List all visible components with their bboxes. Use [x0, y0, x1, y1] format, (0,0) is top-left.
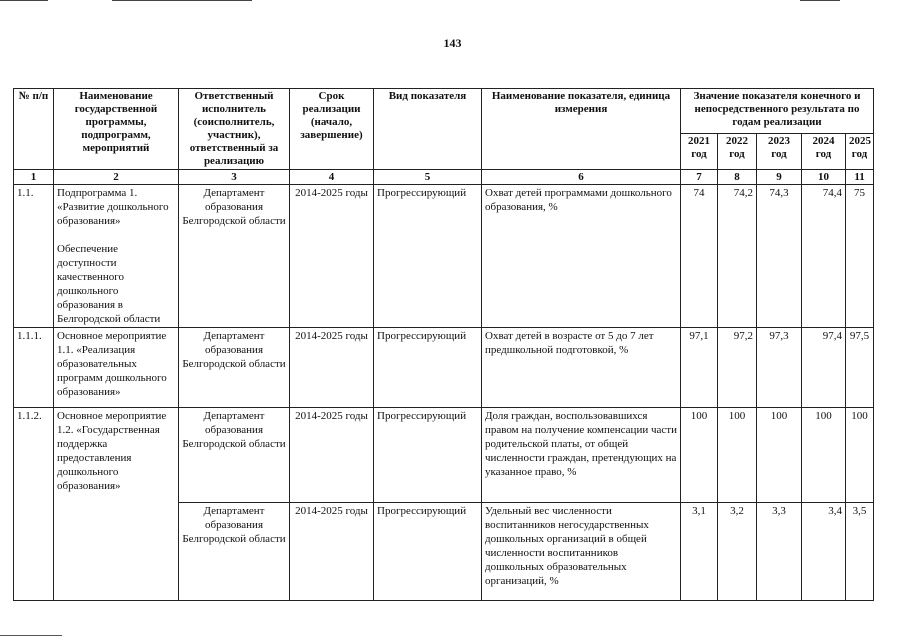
executor: Департамент образования Белгородской области — [179, 328, 290, 408]
table-row — [14, 328, 874, 408]
indicator-name: Охват детей программами дошкольного образования, % — [482, 185, 681, 328]
header-num: № п/п — [14, 89, 54, 170]
year-unit: год — [729, 148, 745, 161]
column-number: 1 — [14, 170, 54, 185]
header-year-2021 — [681, 134, 718, 170]
indicator-type: Прогрессирующий — [374, 408, 482, 503]
column-number: 4 — [290, 170, 374, 185]
column-number: 5 — [374, 170, 482, 185]
year-unit: год — [815, 148, 832, 161]
header-values: Значение показателя конечного и непосредственного результата по годам реализации — [681, 89, 874, 134]
executor: Департамент образования Белгородской области — [179, 408, 290, 503]
value-2023: 100 — [757, 408, 802, 503]
executor: Департамент образования Белгородской области — [179, 185, 290, 328]
column-number: 9 — [757, 170, 802, 185]
value-2024: 3,4 — [802, 503, 846, 601]
row-number: 1.1.1. — [14, 328, 54, 408]
column-number: 3 — [179, 170, 290, 185]
value-2022: 74,2 — [718, 185, 757, 328]
value-2025: 3,5 — [846, 503, 874, 601]
header-indicator: Наименование показателя, единица измерения — [482, 89, 681, 170]
value-2022: 97,2 — [718, 328, 757, 408]
term: 2014-2025 годы — [290, 408, 374, 503]
value-2025: 100 — [846, 408, 874, 503]
column-number: 10 — [802, 170, 846, 185]
bottom-rule — [0, 635, 62, 636]
row-number: 1.1.2. — [14, 408, 54, 601]
indicator-name: Удельный вес численности воспитанников негосударственных дошкольных организаций в общей численности воспитанников дошкольных образовательных организаций, % — [482, 503, 681, 601]
value-2024: 97,4 — [802, 328, 846, 408]
indicator-type: Прогрессирующий — [374, 185, 482, 328]
value-2023: 3,3 — [757, 503, 802, 601]
value-2023: 74,3 — [757, 185, 802, 328]
value-2021: 3,1 — [681, 503, 718, 601]
table-row — [14, 408, 874, 503]
column-number: 2 — [54, 170, 179, 185]
column-number: 6 — [482, 170, 681, 185]
program-goal: Обеспечение доступности качественного дошкольного образования в Белгородской области — [57, 243, 161, 325]
header-name: Наименование государственной программы, подпрограмм, мероприятий — [54, 89, 179, 170]
year-label: 2025 — [849, 135, 871, 148]
header-executor: Ответственный исполнитель (соисполнитель, участник), ответственный за реализацию — [179, 89, 290, 170]
value-2023: 97,3 — [757, 328, 802, 408]
header-type: Вид показателя — [374, 89, 482, 170]
year-unit: год — [851, 148, 868, 161]
header-year-2022 — [718, 134, 757, 170]
header-year-2023 — [757, 134, 802, 170]
column-numbers-row — [14, 170, 874, 185]
year-label: 2022 — [726, 135, 748, 148]
term: 2014-2025 годы — [290, 503, 374, 601]
header-year-2025 — [846, 134, 874, 170]
column-number: 7 — [681, 170, 718, 185]
header-year-2024 — [802, 134, 846, 170]
year-unit: год — [691, 148, 707, 161]
table-row — [14, 185, 874, 328]
year-label: 2024 — [812, 135, 835, 148]
row-number: 1.1. — [14, 185, 54, 328]
year-unit: год — [771, 148, 787, 161]
indicator-name: Охват детей в возрасте от 5 до 7 лет предшкольной подготовкой, % — [482, 328, 681, 408]
value-2021: 97,1 — [681, 328, 718, 408]
value-2024: 74,4 — [802, 185, 846, 328]
value-2021: 74 — [681, 185, 718, 328]
page-number: 143 — [443, 36, 462, 50]
indicator-type: Прогрессирующий — [374, 503, 482, 601]
executor: Департамент образования Белгородской области — [179, 503, 290, 601]
program-name-cell — [54, 185, 179, 328]
value-2025: 97,5 — [846, 328, 874, 408]
value-2025: 75 — [846, 185, 874, 328]
year-label: 2021 — [688, 135, 710, 148]
top-rule-right — [800, 0, 840, 1]
value-2021: 100 — [681, 408, 718, 503]
program-name: Подпрограмма 1. «Развитие дошкольного образования» — [57, 187, 169, 227]
term: 2014-2025 годы — [290, 328, 374, 408]
year-label: 2023 — [768, 135, 790, 148]
value-2024: 100 — [802, 408, 846, 503]
indicator-name: Доля граждан, воспользовавшихся правом на получение компенсации части родительской платы, от общей численности граждан, претендующих на указанное право, % — [482, 408, 681, 503]
top-rule-left — [0, 0, 48, 1]
column-number: 8 — [718, 170, 757, 185]
value-2022: 100 — [718, 408, 757, 503]
term: 2014-2025 годы — [290, 185, 374, 328]
top-rule-center — [112, 0, 252, 1]
value-2022: 3,2 — [718, 503, 757, 601]
header-term: Срок реализации (начало, завершение) — [290, 89, 374, 170]
program-name: Основное мероприятие 1.1. «Реализация образовательных программ дошкольного образования» — [54, 328, 179, 408]
indicator-type: Прогрессирующий — [374, 328, 482, 408]
program-name: Основное мероприятие 1.2. «Государственная поддержка предоставления дошкольного образования» — [54, 408, 179, 601]
indicators-table — [13, 88, 874, 601]
column-number: 11 — [846, 170, 874, 185]
